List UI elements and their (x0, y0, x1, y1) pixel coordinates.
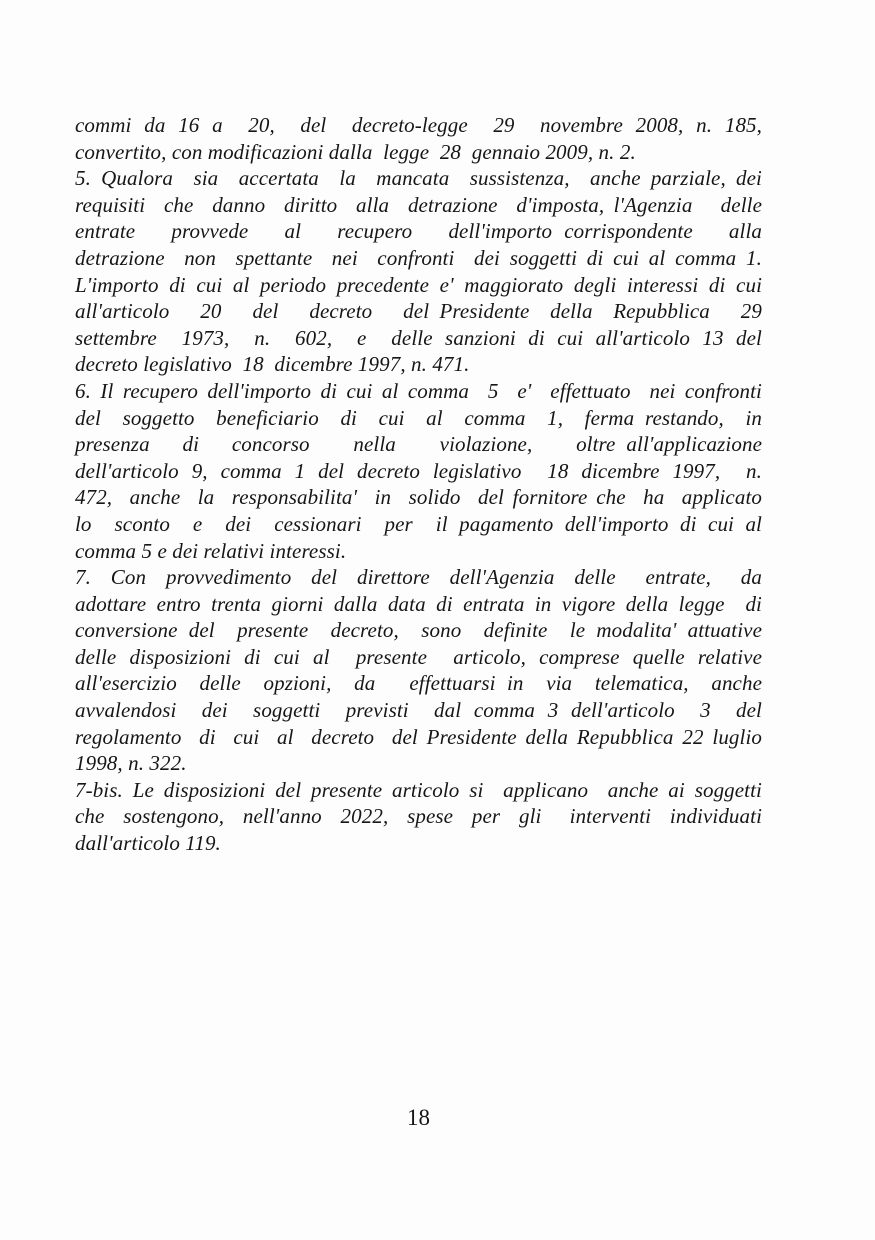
text-line: entrate provvede al recupero dell'importo corrispondente alla (75, 219, 762, 244)
text-line: delle disposizioni di cui al presente articolo, comprese quelle relative (75, 644, 762, 669)
text-line: 1998, n. 322. (75, 751, 187, 776)
text-line: settembre 1973, n. 602, e delle sanzioni di cui all'articolo 13 del (75, 325, 762, 350)
text-line: comma 5 e dei relativi interessi. (75, 538, 347, 563)
text-line: all'esercizio delle opzioni, da effettuarsi in via telematica, anche (75, 671, 762, 696)
text-line: detrazione non spettante nei confronti dei soggetti di cui al comma 1. (75, 245, 762, 270)
text-line: del soggetto beneficiario di cui al comma 1, ferma restando, in (75, 405, 762, 430)
text-line: regolamento di cui al decreto del Presidente della Repubblica 22 luglio (75, 724, 762, 749)
text-line: adottare entro trenta giorni dalla data di entrata in vigore della legge di (75, 591, 762, 616)
text-line: 7-bis. Le disposizioni del presente articolo si applicano anche ai soggetti (75, 777, 762, 802)
text-line: 472, anche la responsabilita' in solido del fornitore che ha applicato (75, 485, 762, 510)
text-line: 7. Con provvedimento del direttore dell'Agenzia delle entrate, da (75, 565, 762, 590)
text-line: avvalendosi dei soggetti previsti dal comma 3 dell'articolo 3 del (75, 698, 762, 723)
text-line: presenza di concorso nella violazione, oltre all'applicazione (75, 432, 762, 457)
text-line: conversione del presente decreto, sono definite le modalita' attuative (75, 618, 762, 643)
text-line: convertito, con modificazioni dalla legge 28 gennaio 2009, n. 2. (75, 139, 636, 164)
page-number: 18 (407, 1105, 430, 1130)
text-line: 6. Il recupero dell'importo di cui al comma 5 e' effettuato nei confronti (75, 378, 762, 403)
text-line: requisiti che danno diritto alla detrazione d'imposta, l'Agenzia delle (75, 192, 762, 217)
text-line: che sostengono, nell'anno 2022, spese per gli interventi individuati (75, 804, 762, 829)
text-line: all'articolo 20 del decreto del Presidente della Repubblica 29 (75, 299, 762, 324)
text-line: dell'articolo 9, comma 1 del decreto legislativo 18 dicembre 1997, n. (75, 458, 762, 483)
text-line: decreto legislativo 18 dicembre 1997, n. 471. (75, 352, 470, 377)
text-line: lo sconto e dei cessionari per il pagamento dell'importo di cui al (75, 511, 762, 536)
body-text (75, 112, 762, 857)
text-line: L'importo di cui al periodo precedente e' maggiorato degli interessi di cui (75, 272, 762, 297)
text-line: 5. Qualora sia accertata la mancata sussistenza, anche parziale, dei (75, 166, 762, 191)
text-line: commi da 16 a 20, del decreto-legge 29 novembre 2008, n. 185, (75, 113, 762, 137)
text-line: dall'articolo 119. (75, 831, 221, 856)
